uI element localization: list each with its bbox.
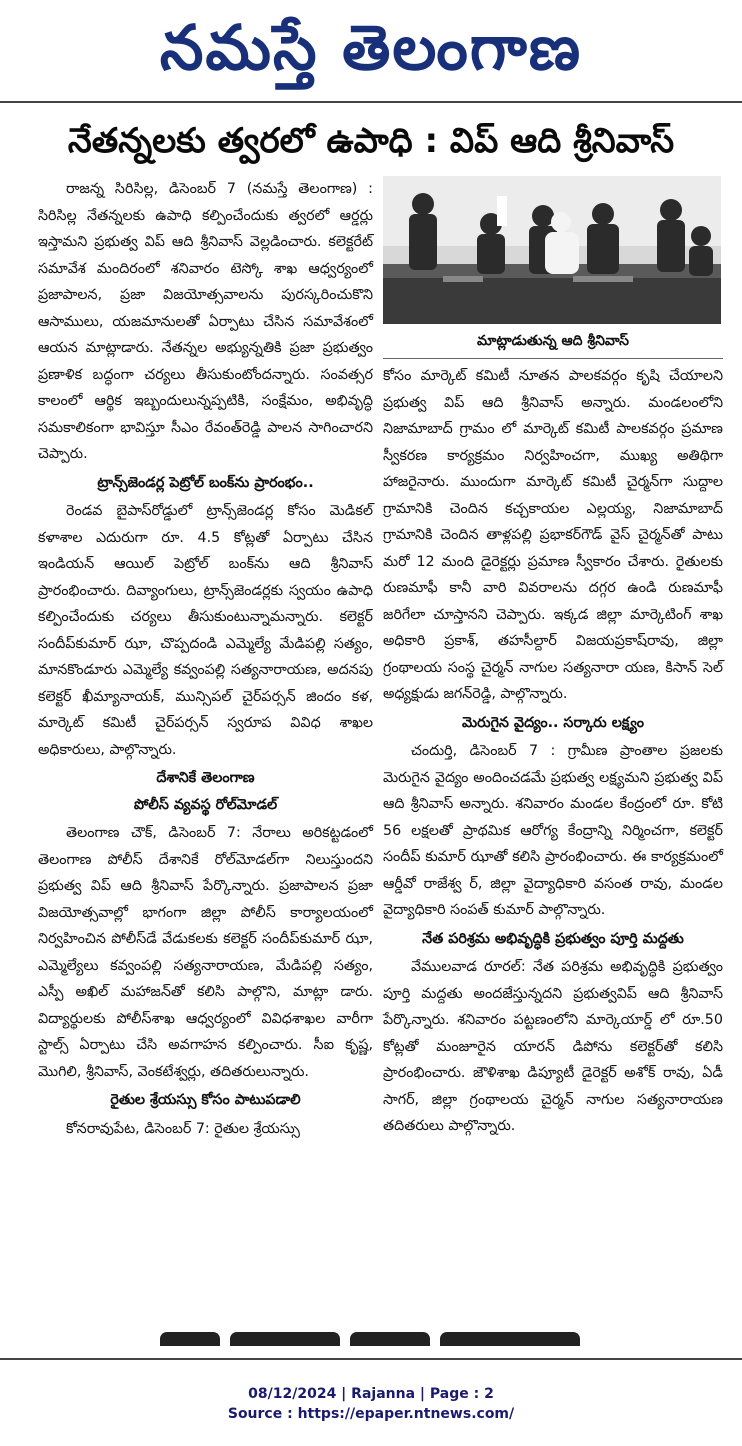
article-subheading: పోలీస్ వ్యవస్థ రోల్‌మోడల్ bbox=[133, 796, 278, 813]
article-paragraph: రాజన్న సిరిసిల్ల, డిసెంబర్ 7 (నమస్తే తెలంగాణ) : సిరిసిల్ల నేతన్నలకు ఉపాధి కల్పించేందుకు త్వరలో ఆర్డర్లు ఇస్తామని ప్రభుత్వ విప్ ఆది శ్రీనివాస్ వెల్లడించారు. కలెక్టరేట్ సమావేశ మందిరంలో శనివారం టెస్కో శాఖ ఆధ్వర్యంలో ప్రజాపాలన, ప్రజా విజయోత్సవాలను పురస్కరించుకొని ఆసాములు, యజమానులతో ఏర్పాటు చేసిన సమావేశంలో ఆయన మాట్లాడారు. నేతన్నల అభ్యున్నతికి ప్రజా ప్రభుత్వం ప్రణాళిక బద్ధంగా చర్యలు తీసుకుంటోందన్నారు. సంవత్సర కాలంలో ఆర్థిక ఇబ్బందులున్నప్పటికి, సంక్షేమం, అభివృద్ధి సమకాలికంగా భావిస్తూ సీఎం రేవంత్‌రెడ్డి పాలన సాగించారని చెప్పారు. bbox=[38, 181, 373, 462]
news-photo bbox=[383, 176, 721, 324]
article-subheading: నేత పరిశ్రమ అభివృద్ధికి ప్రభుత్వం పూర్తి మద్దతు bbox=[422, 930, 684, 947]
article-subheading: రైతుల శ్రేయస్సు కోసం పాటుపడాలి bbox=[110, 1092, 301, 1108]
footer-divider bbox=[0, 1358, 742, 1360]
article-column-right bbox=[383, 176, 723, 1140]
article-subheading: ట్రాన్స్‌జెండర్ల పెట్రోల్ బంక్‌ను ప్రారంభం.. bbox=[97, 474, 314, 491]
article-column-left bbox=[38, 176, 373, 1142]
article-paragraph: చందుర్తి, డిసెంబర్ 7 : గ్రామీణ ప్రాంతాల ప్రజలకు మెరుగైన వైద్యం అందించడమే ప్రభుత్వ లక్ష్యమని ప్రభుత్వ విప్ ఆది శ్రీనివాస్ అన్నారు. శనివారం మండల కేంద్రంలో రూ. కోటి 56 లక్షలతో ప్రాథమిక ఆరోగ్య కేంద్రాన్ని నిర్మించగా, కలెక్టర్ సందీప్ కుమార్ ఝాతో కలిసి ప్రారంభించారు. ఈ కార్యక్రమంలో ఆర్డీవో రాజేశ్వ ర్, జిల్లా వైద్యాధికారి వసంత రావు, మండల వైద్యాధికారి సంపత్ కుమార్ పాల్గొన్నారు. bbox=[383, 743, 723, 918]
news-photo-image bbox=[383, 176, 721, 324]
article-headline: నేతన్నలకు త్వరలో ఉపాధి : విప్ ఆది శ్రీనివాస్ bbox=[67, 121, 675, 161]
photo-caption: మాట్లాడుతున్న ఆది శ్రీనివాస్ bbox=[383, 324, 723, 359]
article-subheading: దేశానికే తెలంగాణ bbox=[156, 770, 255, 786]
cropped-next-headline bbox=[160, 1330, 590, 1350]
footer-edition-info: 08/12/2024 | Rajanna | Page : 2 bbox=[248, 1386, 494, 1402]
article-paragraph: కోనరావుపేట, డిసెంబర్ 7: రైతుల శ్రేయస్సు bbox=[66, 1120, 300, 1137]
masthead-divider bbox=[0, 101, 742, 103]
masthead bbox=[0, 0, 742, 100]
masthead-logo: నమస్తే తెలంగాణ bbox=[159, 11, 583, 84]
article-paragraph: కోసం మార్కెట్ కమిటీ నూతన పాలకవర్గం కృషి చేయాలని ప్రభుత్వ విప్ ఆది శ్రీనివాస్ అన్నారు. మండలంలోని నిజామాబాద్ గ్రామం లో మార్కెట్ కమిటీ పాలకవర్గం ప్రమాణ స్వీకరణ కార్యక్రమం నిర్వహించగా, ముఖ్య అతిథిగా హాజరైనారు. ముందుగా మార్కెట్ కమిటీ చైర్మన్‌గా సుద్దాల గ్రామానికి చెందిన కచ్చకాయల ఎల్లయ్య, నిజామాబాద్ గ్రామానికి చెందిన తాళ్లపల్లి ప్రభాకర్‌గౌడ్ వైస్ చైర్మన్‌తో పాటు మరో 12 మంది డైరెక్టర్లు ప్రమాణ స్వీకారం చేశారు. రైతులకు రుణమాఫీ కానీ వారి వివరాలను దగ్గర ఉండి రుణమాఫీ జరిగేలా చూస్తానని చెప్పారు. ఇక్కడ జిల్లా మార్కెటింగ్ శాఖ అధికారి ప్రకాశ్, తహసీల్దార్ విజయప్రకాష్‌రావు, జిల్లా గ్రంథాలయ సంస్థ చైర్మన్ నాగుల సత్యనారా యణ, కిసాన్ సెల్ అధ్యక్షుడు జగన్‌రెడ్డి, పాల్గొన్నారు. bbox=[383, 368, 723, 702]
article-paragraph: తెలంగాణ చౌక్, డిసెంబర్ 7: నేరాలు అరికట్టడంలో తెలంగాణ పోలీస్ దేశానికే రోల్‌మోడల్‌గా నిలుస్తుందని ప్రభుత్వ విప్ ఆది శ్రీనివాస్ పేర్కొన్నారు. ప్రజాపాలన ప్రజా విజయోత్సవాల్లో భాగంగా జిల్లా పోలీస్ కార్యాలయంలో నిర్వహించిన పోలీస్‌డే వేడుకలకు కలెక్టర్ సందీప్‌కుమార్ ఝా, ఎమ్మెల్యేలు కవ్వంపల్లి సత్యనారాయణ, మేడిపల్లి సత్యం, ఎస్పీ అఖిల్ మహాజన్‌తో కలిసి పాల్గొని, మాట్లా డారు. విద్యార్థులకు పోలీస్‌శాఖ ఆధ్వర్యంలో వివిధశాఖల వారీగా స్టాల్స్ ఏర్పాటు చేసి అవగాహన కల్పించారు. సీఐ కృష్ణ, మొగిలి, శ్రీనివాస్, వెంకటేశ్వర్లు, తదితరులున్నారు. bbox=[38, 825, 373, 1080]
article-paragraph: వేములవాడ రూరల్: నేత పరిశ్రమ అభివృద్ధికి ప్రభుత్వం పూర్తి మద్దతు అందజేస్తున్నదని ప్రభుత్వవిప్ ఆది శ్రీనివాస్ పేర్కొన్నారు. శనివారం పట్టణంలోని మార్కెయార్డ్ లో రూ.50 కోట్లతో మంజూరైన యారన్ డిపోను కలెక్టర్‌తో కలిసి ప్రారంభించారు. జౌళిశాఖ డిప్యూటీ డైరెక్టర్ అశోక్ రావు, ఏడీ సాగర్, జిల్లా గ్రంథాలయ చైర్మన్ నాగుల సత్యనారాయణ తదితరులు పాల్గొన్నారు. bbox=[383, 959, 723, 1134]
article-paragraph: రెండవ బైపాస్‌రోడ్డులో ట్రాన్స్‌జెండర్ల కోసం మెడికల్ కళాశాల ఎదురుగా రూ. 4.5 కోట్లతో ఏర్పాటు చేసిన ఇండియన్ ఆయిల్ పెట్రోల్ బంక్‌ను ఆది శ్రీనివాస్ ప్రారంభించారు. దివ్యాంగులు, ట్రాన్స్‌జెండర్లకు స్వయం ఉపాధి కల్పించేందుకు చర్యలు తీసుకుంటున్నామన్నారు. కలెక్టర్ సందీప్‌కుమార్ ఝా, చొప్పదండి ఎమ్మెల్యే మేడిపల్లి సత్యం, మానకొండూరు ఎమ్మెల్యే కవ్వంపల్లి సత్యనారాయణ, అదనపు కలెక్టర్ ఖీమ్యానాయక్, మున్సిపల్ చైర్‌పర్సన్ జిందం కళ, మార్కెట్ కమిటీ చైర్‌పర్సన్ స్వరూప వివిధ శాఖల అధికారులు, పాల్గొన్నారు. bbox=[38, 503, 373, 758]
footer-source-link[interactable]: Source : https://epaper.ntnews.com/ bbox=[227, 1406, 515, 1422]
page-footer bbox=[0, 1384, 742, 1424]
article-subheading: మెరుగైన వైద్యం.. సర్కారు లక్ష్యం bbox=[462, 714, 644, 731]
